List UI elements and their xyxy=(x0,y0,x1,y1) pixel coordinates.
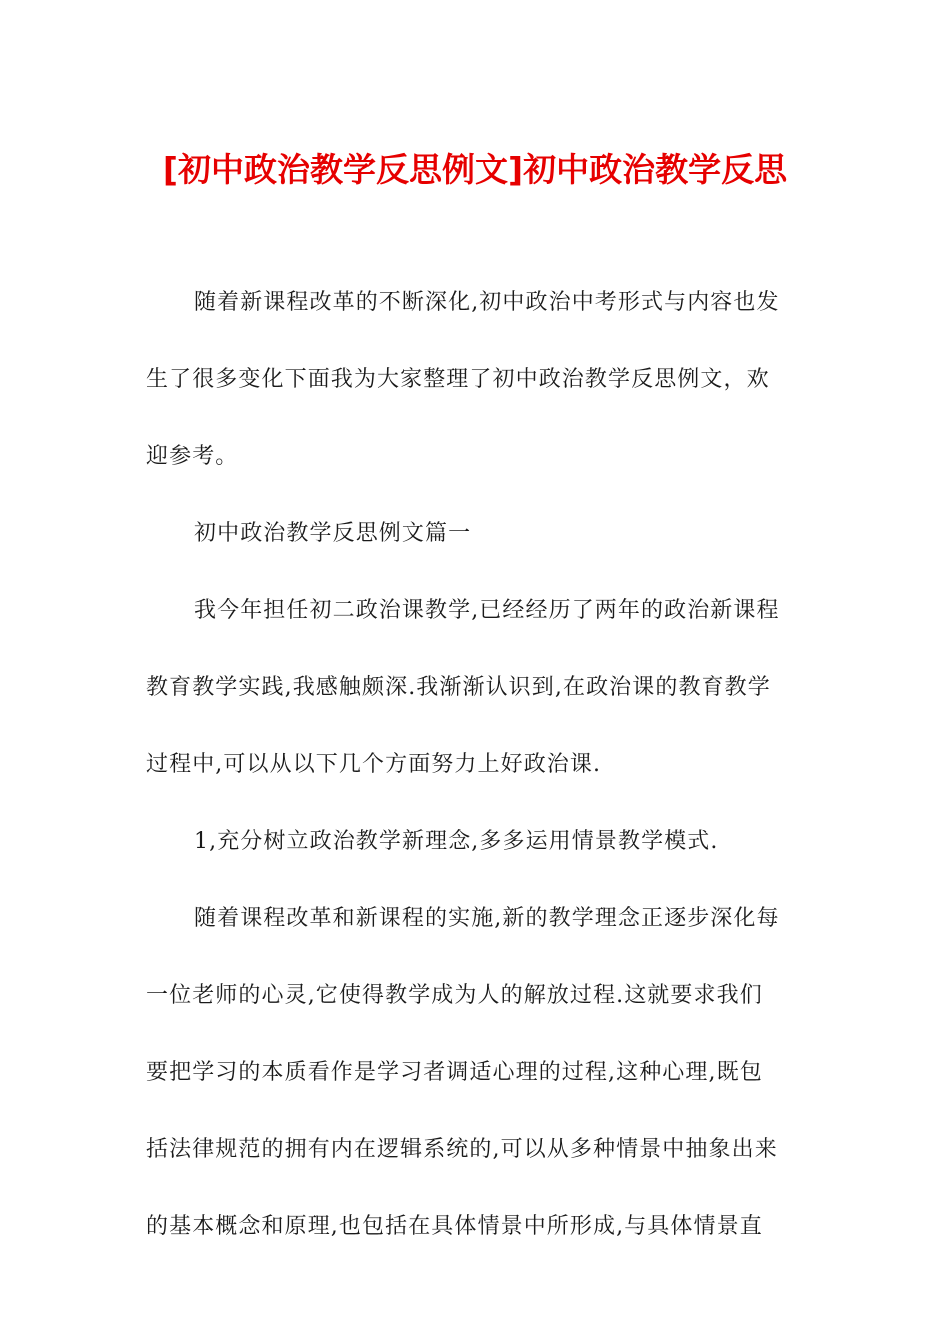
text-line: 随着课程改革和新课程的实施,新的教学理念正逐步深化每 xyxy=(194,906,780,931)
text-line: 要把学习的本质看作是学习者调适心理的过程,这种心理,既包 xyxy=(146,1060,763,1085)
text-line: 一位老师的心灵,它使得教学成为人的解放过程.这就要求我们 xyxy=(146,983,763,1008)
document-title: [初中政治教学反思例文]初中政治教学反思 xyxy=(162,150,788,189)
paragraph-curriculum xyxy=(146,899,806,1247)
text-line: 教育教学实践,我感触颇深.我渐渐认识到,在政治课的教育教学 xyxy=(146,675,771,700)
text-line: 我今年担任初二政治课教学,已经经历了两年的政治新课程 xyxy=(194,598,780,623)
text-line: 过程中,可以从以下几个方面努力上好政治课. xyxy=(146,752,602,777)
paragraph-experience xyxy=(146,591,806,785)
paragraph-intro xyxy=(146,283,806,477)
text-line: 1,充分树立政治教学新理念,多多运用情景教学模式. xyxy=(194,829,719,854)
text-line: 的基本概念和原理,也包括在具体情景中所形成,与具体情景直 xyxy=(146,1214,763,1239)
text-line: 随着新课程改革的不断深化,初中政治中考形式与内容也发 xyxy=(194,290,780,315)
document-body xyxy=(146,283,806,1284)
text-line: 生了很多变化下面我为大家整理了初中政治教学反思例文，欢 xyxy=(146,367,770,392)
section-heading xyxy=(146,514,806,554)
text-line: 括法律规范的拥有内在逻辑系统的,可以从多种情景中抽象出来 xyxy=(146,1137,778,1162)
point-heading xyxy=(146,822,806,862)
text-line: 迎参考。 xyxy=(146,444,239,469)
text-line: 初中政治教学反思例文篇一 xyxy=(194,521,472,546)
